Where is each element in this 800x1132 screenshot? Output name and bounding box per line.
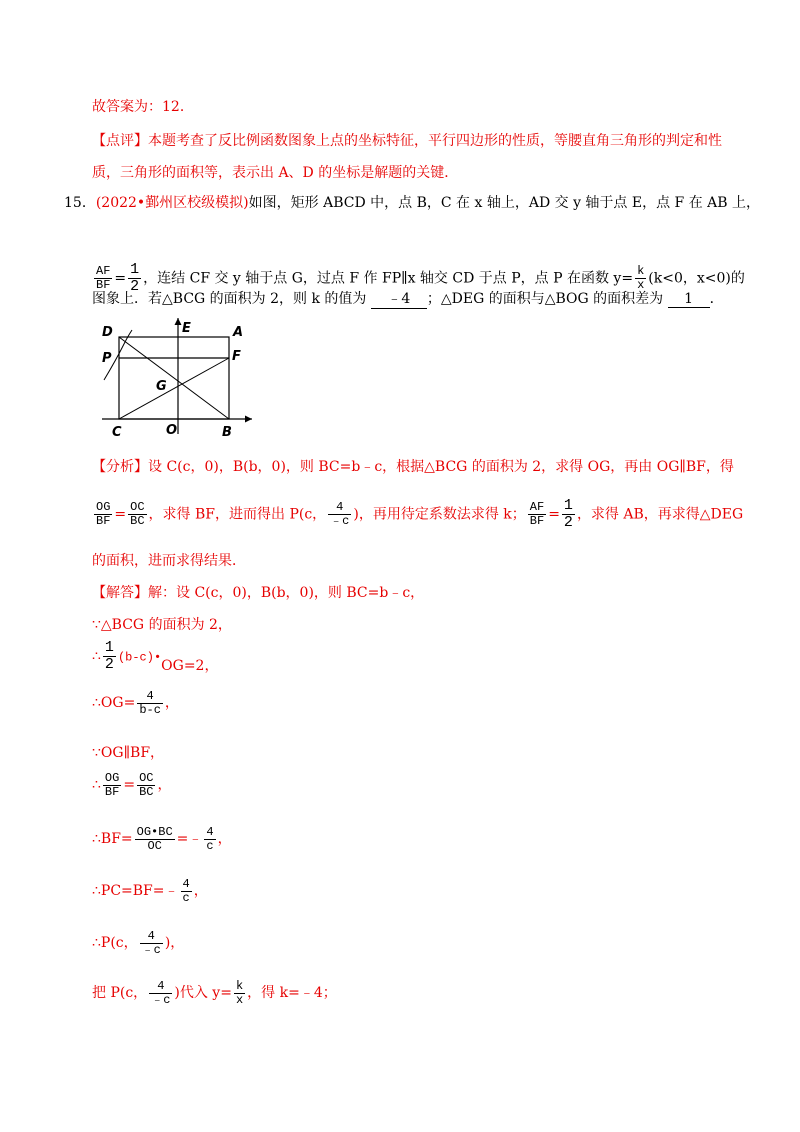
segment-cf	[119, 358, 229, 419]
equals-sign: =	[114, 270, 127, 287]
fraction-4-neg-c: $\frac{4}{﹣c}$	[330, 500, 350, 528]
fraction-og-bf: $\frac{OG}{BF}$	[96, 500, 111, 528]
fraction-oc-bc-2: $\frac{OC}{BC}$	[139, 771, 154, 799]
answer-line: 故答案为：12．	[92, 99, 194, 115]
question-15-line-3	[92, 288, 724, 309]
label-C: C	[112, 425, 122, 440]
analysis-text-2a: ，求得 BF，进而得出 P(c，	[148, 506, 327, 523]
label-O: O	[166, 423, 178, 438]
fraction-k-x-2: $\frac{k}{x}$	[235, 979, 244, 1007]
fraction-half-2: $\frac{1}{2}$	[563, 497, 573, 531]
label-D: D	[102, 325, 113, 340]
comment-text-1: 本题考查了反比例函数图象上点的坐标特征，平行四边形的性质，等腰直角三角形的判定和性	[148, 133, 722, 149]
fraction-af-bf-2: $\frac{AF}{BF}$	[529, 500, 545, 528]
analysis-text-2c: ，求得 AB，再求得△DEG	[576, 506, 744, 523]
solution-tag: 【解答】	[92, 585, 148, 601]
solution-text-1: 解：设 C(c，0)，B(b，0)，则 BC=b﹣c，	[148, 585, 425, 601]
analysis-tag: 【分析】	[92, 459, 148, 475]
question-number: 15．	[64, 195, 96, 211]
question-text-3a: 图象上．若△BCG 的面积为 2，则 k 的值为	[92, 291, 367, 307]
label-G: G	[156, 379, 167, 394]
question-text-3b: ；△DEG 的面积与△BOG 的面积差为	[426, 291, 664, 307]
answer-blank-2: 1	[668, 291, 710, 308]
fraction-k-x: $\frac{k}{x}$	[637, 264, 645, 292]
fraction-4-b-c: $\frac{4}{b-c}$	[139, 689, 161, 717]
segment-db	[119, 337, 229, 419]
label-E: E	[182, 321, 191, 336]
question-text-1: 如图，矩形 ABCD 中，点 B，C 在 x 轴上，AD 交 y 轴于点 E，点 F 在 AB 上，	[248, 195, 761, 211]
question-source: (2022•鄞州区校级模拟)	[95, 195, 249, 211]
label-P: P	[102, 351, 112, 366]
solution-line-6: ∴ $\frac{OG}{BF}$ = $\frac{OC}{BC}$ ，	[92, 771, 172, 799]
label-B: B	[222, 425, 232, 440]
fraction-4-c: $\frac{4}{c}$	[206, 825, 214, 853]
analysis-text-1: 设 C(c，0)，B(b，0)，则 BC=b﹣c，根据△BCG 的面积为 2，求得 OG，再由 OG∥BF，得	[148, 459, 734, 475]
fraction-4-neg-c-2: $\frac{4}{﹣c}$	[141, 929, 161, 957]
solution-line-9: ∴P(c， $\frac{4}{﹣c}$ )，	[92, 929, 185, 957]
solution-line-2: ∵△BCG 的面积为 2，	[92, 617, 232, 633]
analysis-line-1	[92, 456, 734, 476]
analysis-text-2b: )，再用待定系数法求得 k；	[353, 506, 526, 523]
fraction-half-3: $\frac{1}{2}$	[104, 639, 114, 673]
fraction-ogbc-oc: $\frac{OG•BC}{OC}$	[136, 825, 173, 853]
solution-line-4: ∴OG= $\frac{4}{b-c}$ ，	[92, 689, 179, 717]
comment-line-2: 质，三角形的面积等，表示出 A、D 的坐标是解题的关键．	[92, 165, 459, 181]
solution-line-5: ∵OG∥BF，	[92, 745, 165, 761]
label-F: F	[232, 349, 241, 364]
analysis-line-2: $\frac{OG}{BF}$ = $\frac{OC}{BC}$ ，求得 BF，进而得出 P(c， $\frac{4}{﹣c}$ )，再用待定系数法求得 k； $\frac{AF}{BF}$ = $\frac{1}{2}$ ，求得 AB，再求得△DEG	[96, 497, 744, 531]
fraction-half: $\frac{1}{2}$	[130, 261, 140, 295]
fraction-oc-bc: $\frac{OC}{BC}$	[130, 500, 145, 528]
fraction-4-neg-c-3: $\frac{4}{﹣c}$	[151, 979, 171, 1007]
question-text-2b: (k<0，x<0)的	[648, 270, 745, 287]
answer-blank-1: ﹣4	[371, 288, 427, 309]
solution-line-3: ∴ $\frac{1}{2}$ (b-c)•OG=2，	[92, 639, 219, 675]
fraction-4-c-2: $\frac{4}{c}$	[182, 877, 190, 905]
question-15-line-1	[64, 192, 760, 212]
geometry-figure	[92, 312, 267, 442]
analysis-line-3: 的面积，进而求得结果．	[92, 553, 246, 569]
solution-line-1	[92, 582, 424, 602]
question-text-3c: ．	[709, 291, 724, 307]
fraction-og-bf-2: $\frac{OG}{BF}$	[104, 771, 120, 799]
solution-line-8: ∴PC=BF=﹣ $\frac{4}{c}$ ，	[92, 877, 208, 905]
comment-tag: 【点评】	[92, 133, 148, 149]
comment-line-1	[92, 130, 722, 150]
label-A: A	[233, 325, 244, 340]
question-text-2a: ，连结 CF 交 y 轴于点 G，过点 F 作 FP∥x 轴交 CD 于点 P，点 P 在函数 y=	[143, 270, 634, 287]
fraction-af-bf: $\frac{AF}{BF}$	[96, 264, 111, 292]
solution-line-10: 把 P(c， $\frac{4}{﹣c}$ )代入 y= $\frac{k}{x}$ ，得 k=﹣4；	[92, 979, 337, 1007]
solution-line-7: ∴BF= $\frac{OG•BC}{OC}$ =﹣ $\frac{4}{c}$ ，	[92, 825, 232, 853]
